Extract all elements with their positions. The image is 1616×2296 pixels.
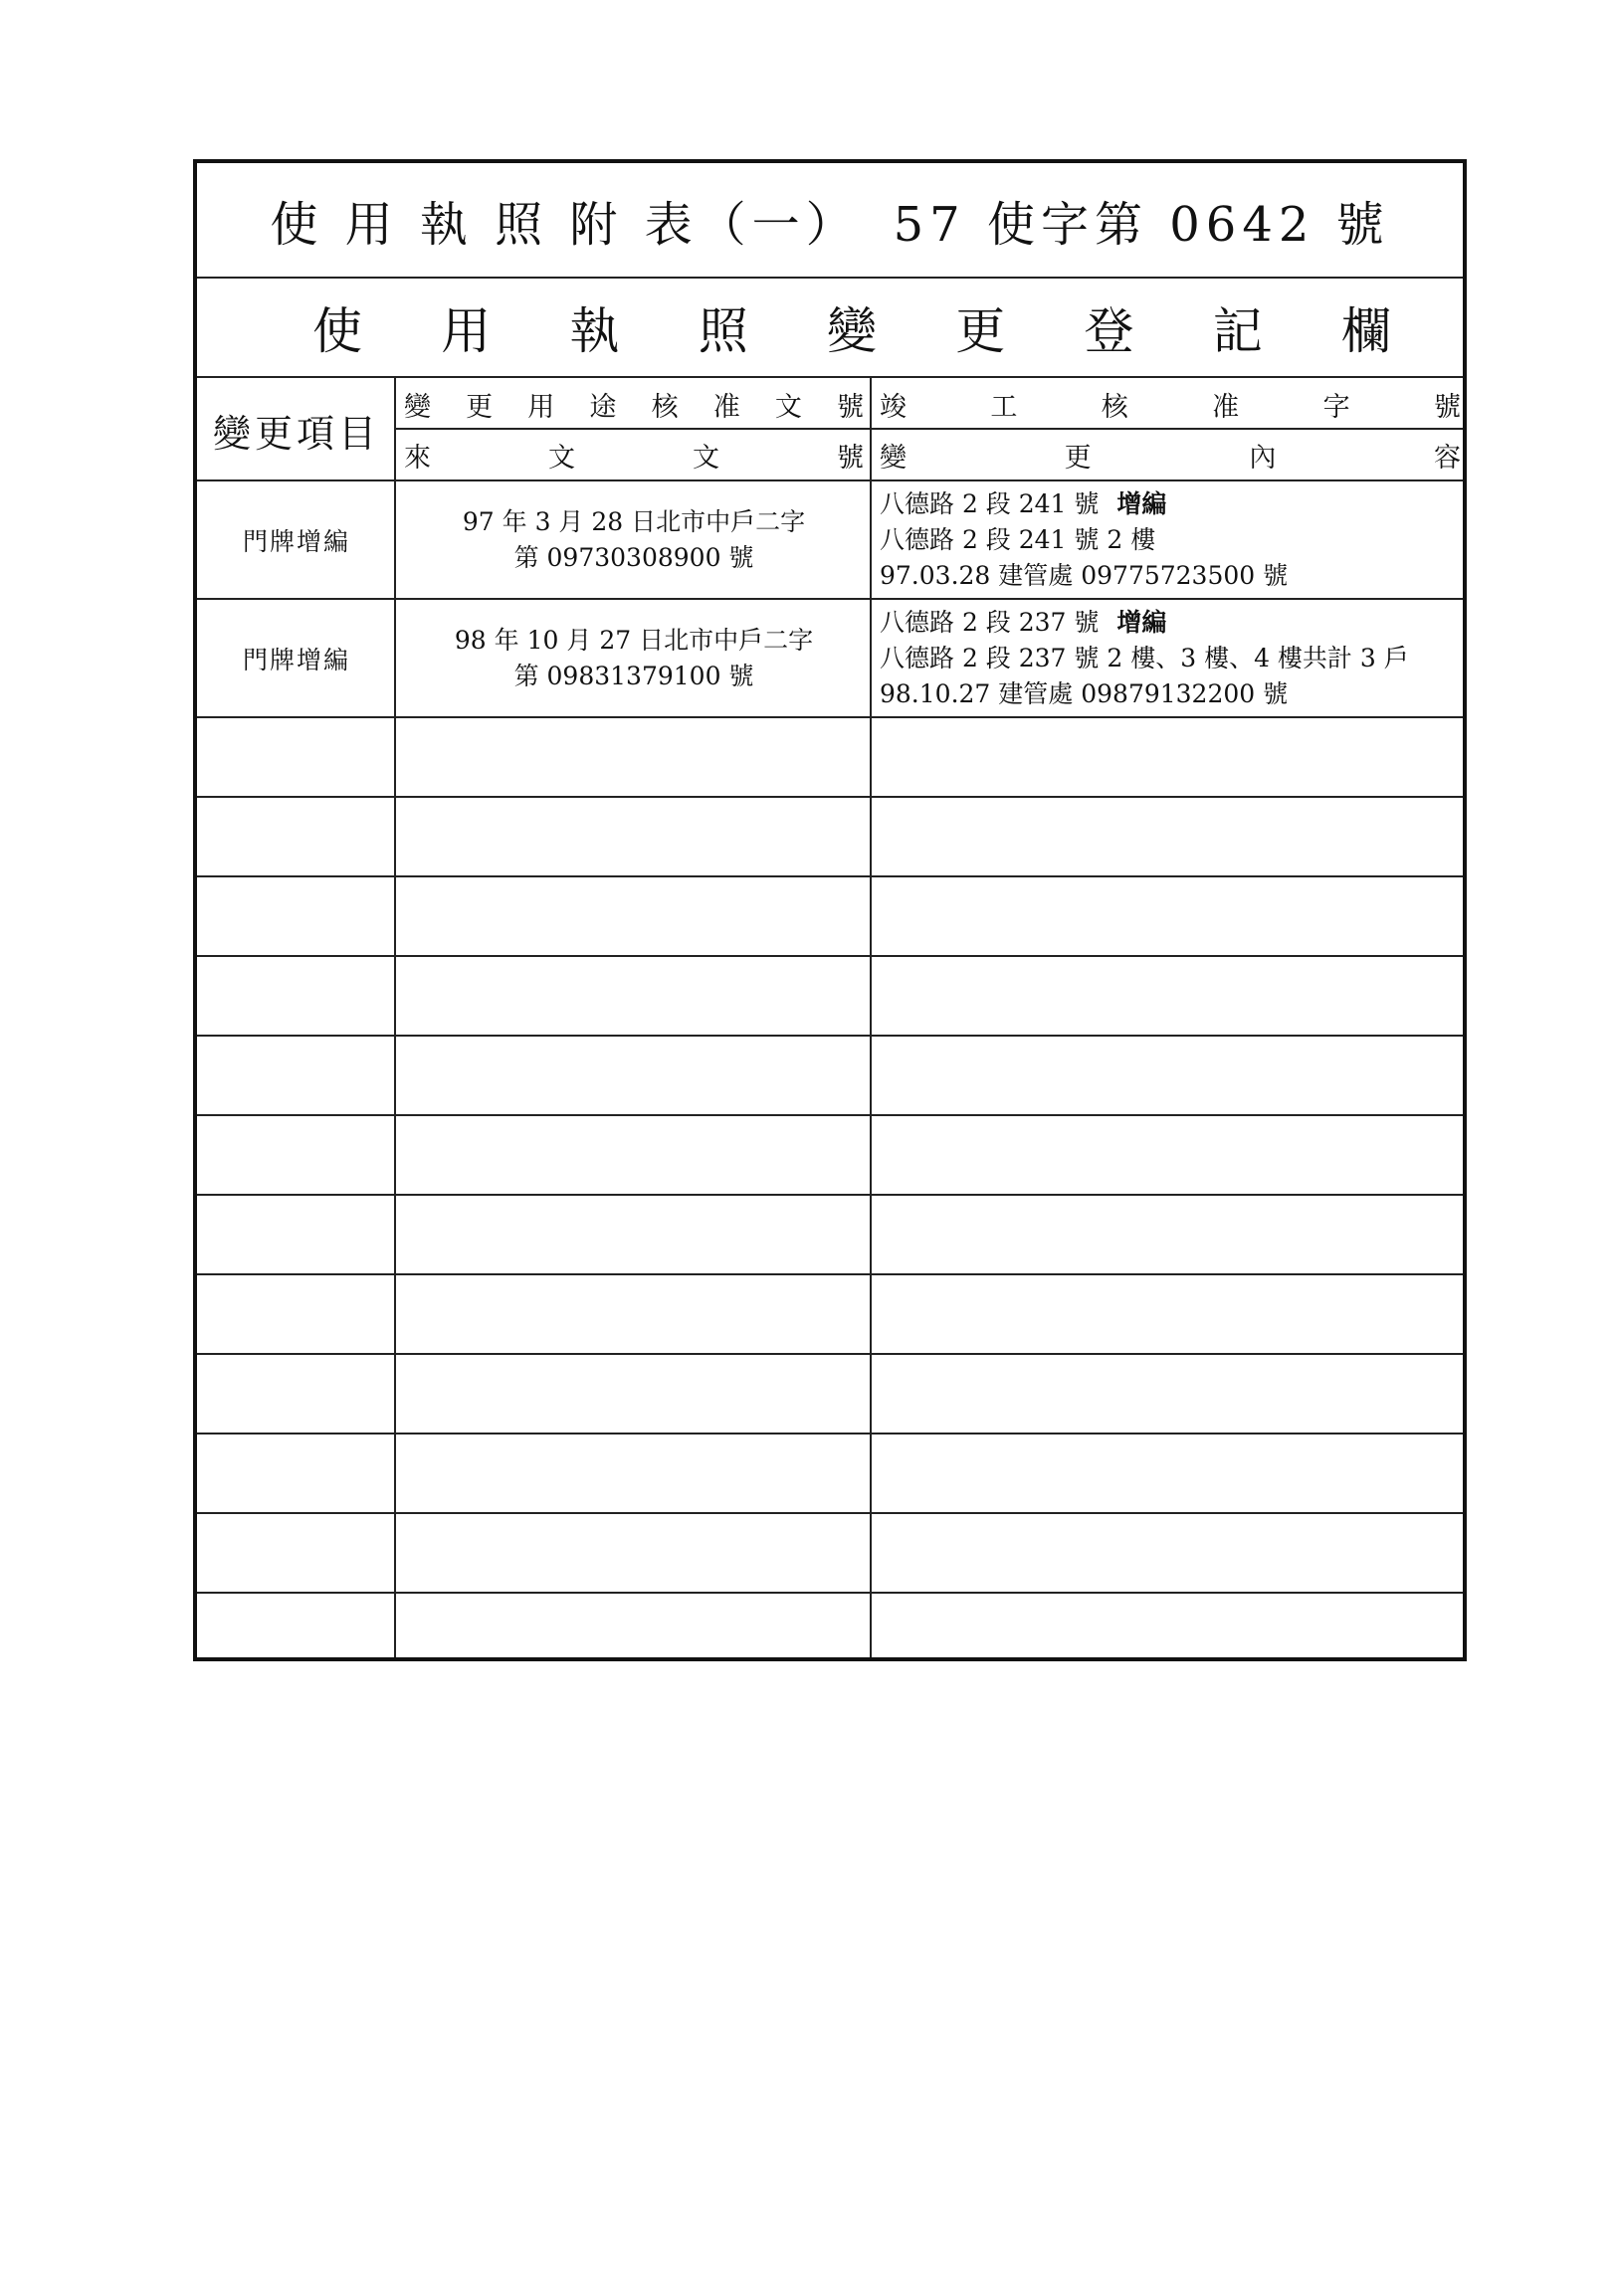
doc-line: 第 09730308900 號 xyxy=(513,542,754,572)
registration-table xyxy=(193,159,1467,1661)
header-char: 更 xyxy=(466,391,494,423)
change-tag: 增編 xyxy=(1116,488,1167,518)
address-text: 八德路 2 段 241 號 xyxy=(880,488,1100,518)
row-divider xyxy=(197,1114,1463,1116)
row-divider xyxy=(197,716,1463,718)
header-char: 途 xyxy=(589,391,617,423)
header-char: 核 xyxy=(1101,391,1128,423)
column-header-approval-doc xyxy=(404,380,864,428)
row-divider xyxy=(197,1273,1463,1275)
header-char: 字 xyxy=(1322,391,1350,423)
header-char: 竣 xyxy=(880,391,907,423)
section-title-char: 執 xyxy=(569,302,620,360)
header-char: 文 xyxy=(693,442,719,474)
permit-number: 57 使字第 0642 號 xyxy=(893,196,1390,253)
section-title xyxy=(197,279,1463,378)
row-1-item: 門牌增編 xyxy=(242,526,350,556)
content-line xyxy=(880,486,1463,522)
doc-line: 98 年 10 月 27 日北市中戶二字 xyxy=(454,625,814,655)
content-line xyxy=(880,605,1463,641)
section-title-char: 用 xyxy=(441,302,492,360)
header-char: 更 xyxy=(1064,442,1092,474)
row-2-doc xyxy=(396,600,872,716)
column-header-item: 變更項目 xyxy=(212,411,380,456)
row-1-doc xyxy=(396,481,872,598)
row-divider xyxy=(197,1592,1463,1594)
section-title-char: 使 xyxy=(312,302,362,360)
content-line: 97.03.28 建管處 09775723500 號 xyxy=(880,560,1289,590)
row-divider xyxy=(197,1512,1463,1514)
doc-line: 第 09831379100 號 xyxy=(513,661,754,690)
header-char: 來 xyxy=(404,442,431,474)
row-2-content xyxy=(872,600,1463,716)
form-title-main: 使 用 執 照 附 表（一） xyxy=(270,196,860,253)
row-divider xyxy=(197,1433,1463,1435)
column-header-change-content xyxy=(880,430,1461,479)
row-divider xyxy=(197,1194,1463,1196)
section-title-char: 登 xyxy=(1084,302,1134,360)
section-title-char: 更 xyxy=(955,302,1006,360)
address-text: 八德路 2 段 237 號 xyxy=(880,607,1100,637)
header-char: 號 xyxy=(1433,391,1461,423)
header-char: 核 xyxy=(651,391,679,423)
row-divider xyxy=(197,1035,1463,1037)
row-2-item: 門牌增編 xyxy=(242,645,350,674)
section-title-char: 欄 xyxy=(1341,302,1391,360)
header-char: 號 xyxy=(836,391,864,423)
row-divider xyxy=(197,875,1463,877)
header-char: 工 xyxy=(990,391,1018,423)
header-char: 准 xyxy=(712,391,740,423)
content-line: 98.10.27 建管處 09879132200 號 xyxy=(880,678,1289,708)
doc-line: 97 年 3 月 28 日北市中戶二字 xyxy=(462,506,806,536)
header-char: 內 xyxy=(1249,442,1277,474)
form-title xyxy=(197,163,1463,279)
header-char: 號 xyxy=(837,442,864,474)
header-char: 變 xyxy=(404,391,431,423)
header-char: 用 xyxy=(527,391,555,423)
header-char: 文 xyxy=(548,442,575,474)
header-char: 容 xyxy=(1433,442,1461,474)
row-divider xyxy=(197,796,1463,798)
header-char: 准 xyxy=(1212,391,1240,423)
change-tag: 增編 xyxy=(1116,607,1167,637)
section-title-char: 照 xyxy=(698,302,748,360)
section-title-char: 記 xyxy=(1212,302,1263,360)
content-line: 八德路 2 段 237 號 2 樓、3 樓、4 樓共計 3 戶 xyxy=(880,643,1409,672)
header-char: 變 xyxy=(880,442,907,474)
row-divider xyxy=(197,1353,1463,1355)
row-divider xyxy=(197,955,1463,957)
content-line: 八德路 2 段 241 號 2 樓 xyxy=(880,524,1156,554)
section-title-char: 變 xyxy=(827,302,877,360)
column-header-completion-no xyxy=(880,380,1461,428)
row-1-content xyxy=(872,481,1463,598)
column-header-incoming-doc xyxy=(404,430,864,479)
header-char: 文 xyxy=(774,391,802,423)
